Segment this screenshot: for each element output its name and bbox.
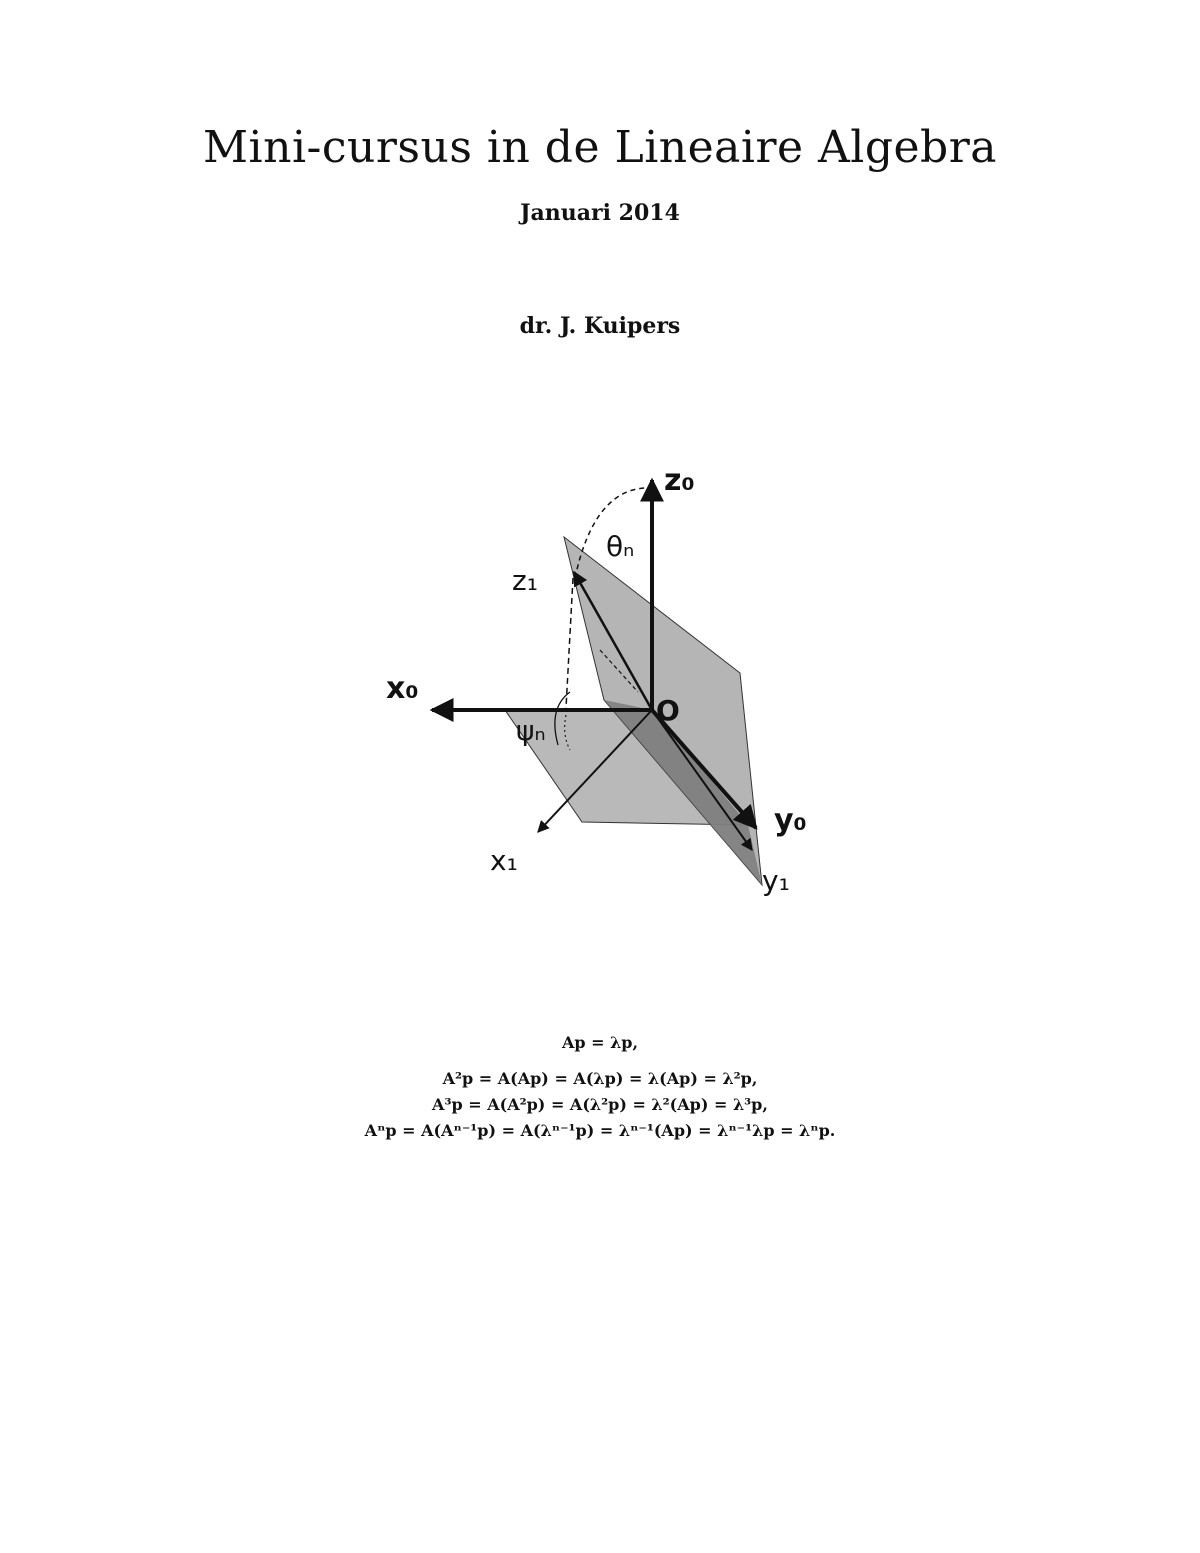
z0-label: z₀ [664,463,695,498]
z1-label: z₁ [512,564,538,597]
theta-label: θₙ [606,530,635,563]
euler-angles-figure [370,460,840,900]
document-title: Mini-cursus in de Lineaire Algebra [202,122,997,173]
y0-label: y₀ [774,803,807,838]
document-date: Januari 2014 [520,200,680,226]
x0-label: x₀ [386,671,419,706]
coordinate-rotation-diagram [370,460,840,900]
origin-label: O [656,694,680,727]
equation-gap [0,1056,1200,1066]
x1-label: x₁ [490,844,518,877]
psi-label: ψₙ [516,714,546,747]
equation-line: Aⁿp = A(Aⁿ⁻¹p) = A(λⁿ⁻¹p) = λⁿ⁻¹(Ap) = λⁿ⁻¹λp = λⁿp. [364,1121,836,1140]
eigenvalue-equations [0,1030,1200,1144]
document-author: dr. J. Kuipers [519,313,681,339]
equation-line: Ap = λp, [561,1033,639,1052]
z1-projection-dashed-line [566,578,573,708]
y1-label: y₁ [762,864,790,897]
equation-line: A²p = A(Ap) = A(λp) = λ(Ap) = λ²p, [442,1069,758,1088]
equation-line: A³p = A(A²p) = A(λ²p) = λ²(Ap) = λ³p, [432,1095,768,1114]
